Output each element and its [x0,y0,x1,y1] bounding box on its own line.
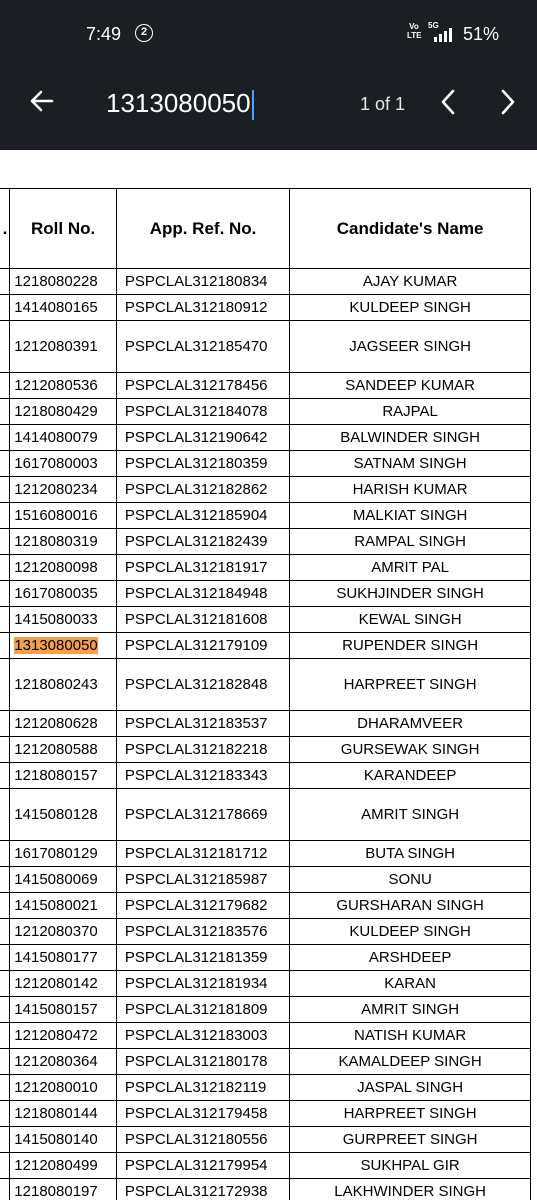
sno-cell [0,555,10,581]
roll-number-cell: 1212080499 [10,1153,117,1179]
app-ref-cell: PSPCLAL312184078 [116,399,289,425]
sno-cell [0,1075,10,1101]
sno-cell [0,529,10,555]
table-row [0,1101,531,1127]
roll-number-cell: 1212080234 [10,477,117,503]
app-ref-cell: PSPCLAL312179458 [116,1101,289,1127]
candidate-name-cell: GURSHARAN SINGH [290,893,531,919]
sno-cell [0,737,10,763]
sno-cell [0,763,10,789]
roll-number-cell: 1617080003 [10,451,117,477]
results-table [0,188,531,1200]
roll-number-cell: 1415080069 [10,867,117,893]
candidate-name-cell: AMRIT PAL [290,555,531,581]
table-row [0,711,531,737]
sno-cell [0,295,10,321]
roll-number-cell: 1212080472 [10,1023,117,1049]
sno-cell [0,997,10,1023]
sno-cell [0,1127,10,1153]
app-ref-cell: PSPCLAL312183003 [116,1023,289,1049]
table-row [0,893,531,919]
table-row [0,321,531,373]
table-row [0,919,531,945]
roll-number-cell: 1414080165 [10,295,117,321]
roll-number-cell: 1617080129 [10,841,117,867]
candidate-name-cell: KARAN [290,971,531,997]
sno-cell [0,711,10,737]
candidate-name-cell: JAGSEER SINGH [290,321,531,373]
app-ref-cell: PSPCLAL312190642 [116,425,289,451]
sno-cell [0,373,10,399]
app-ref-cell: PSPCLAL312172938 [116,1179,289,1200]
roll-number-cell: 1212080588 [10,737,117,763]
candidate-name-cell: KULDEEP SINGH [290,295,531,321]
app-ref-cell: PSPCLAL312185904 [116,503,289,529]
candidate-name-cell: SANDEEP KUMAR [290,373,531,399]
sno-cell [0,399,10,425]
table-row [0,1023,531,1049]
candidate-name-cell: KAMALDEEP SINGH [290,1049,531,1075]
candidate-name-cell: SUKHJINDER SINGH [290,581,531,607]
table-row [0,503,531,529]
app-ref-cell: PSPCLAL312180556 [116,1127,289,1153]
table-row [0,451,531,477]
candidate-name-cell: KARANDEEP [290,763,531,789]
search-match-highlight: 1313080050 [14,636,98,654]
table-row [0,425,531,451]
table-row [0,373,531,399]
candidate-name-cell: SONU [290,867,531,893]
app-ref-cell: PSPCLAL312184948 [116,581,289,607]
sno-cell [0,1153,10,1179]
roll-number-cell: 1218080228 [10,269,117,295]
sno-cell [0,451,10,477]
candidate-name-cell: SATNAM SINGH [290,451,531,477]
candidate-name-cell: GURSEWAK SINGH [290,737,531,763]
app-ref-cell: PSPCLAL312185470 [116,321,289,373]
sno-cell [0,893,10,919]
app-ref-cell: PSPCLAL312180912 [116,295,289,321]
candidate-name-cell: RAMPAL SINGH [290,529,531,555]
sno-cell [0,425,10,451]
candidate-name-cell: RUPENDER SINGH [290,633,531,659]
roll-number-cell: 1617080035 [10,581,117,607]
app-ref-cell: PSPCLAL312183343 [116,763,289,789]
match-count: 1 of 1 [360,94,406,114]
chevron-left-icon[interactable] [437,88,459,116]
table-row [0,1179,531,1200]
table-row [0,633,531,659]
candidate-name-cell: MALKIAT SINGH [290,503,531,529]
app-ref-cell: PSPCLAL312181608 [116,607,289,633]
sno-cell [0,633,10,659]
app-ref-cell: PSPCLAL312183576 [116,919,289,945]
column-header-sno: . [0,189,10,269]
table-row [0,1049,531,1075]
sno-cell [0,607,10,633]
app-ref-cell: PSPCLAL312178456 [116,373,289,399]
app-ref-cell: PSPCLAL312182862 [116,477,289,503]
table-row [0,997,531,1023]
table-row [0,529,531,555]
sno-cell [0,867,10,893]
candidate-name-cell: KEWAL SINGH [290,607,531,633]
app-ref-cell: PSPCLAL312180359 [116,451,289,477]
candidate-name-cell: LAKHWINDER SINGH [290,1179,531,1200]
table-row [0,659,531,711]
app-ref-cell: PSPCLAL312179954 [116,1153,289,1179]
app-ref-cell: PSPCLAL312182439 [116,529,289,555]
sno-cell [0,581,10,607]
roll-number-cell: 1218080157 [10,763,117,789]
app-ref-cell: PSPCLAL312181712 [116,841,289,867]
roll-number-cell: 1218080197 [10,1179,117,1200]
sno-cell [0,919,10,945]
roll-number-cell: 1516080016 [10,503,117,529]
roll-number-cell [10,633,117,659]
candidate-name-cell: HARPREET SINGH [290,659,531,711]
roll-number-cell: 1212080391 [10,321,117,373]
roll-number-cell: 1218080243 [10,659,117,711]
roll-number-cell: 1212080536 [10,373,117,399]
table-row [0,1075,531,1101]
candidate-name-cell: HARPREET SINGH [290,1101,531,1127]
table-body [0,269,531,1200]
roll-number-cell: 1415080157 [10,997,117,1023]
signal-bars-icon [434,28,456,42]
sno-cell [0,477,10,503]
sno-cell [0,321,10,373]
sno-cell [0,659,10,711]
candidate-name-cell: DHARAMVEER [290,711,531,737]
sno-cell [0,1179,10,1200]
sno-cell [0,269,10,295]
app-ref-cell: PSPCLAL312181809 [116,997,289,1023]
roll-number-cell: 1414080079 [10,425,117,451]
candidate-name-cell: ARSHDEEP [290,945,531,971]
find-query-text: 1313080050 [106,88,251,118]
table-row [0,269,531,295]
network-type: 5G [428,21,439,30]
sno-cell [0,789,10,841]
table-row [0,555,531,581]
candidate-name-cell: KULDEEP SINGH [290,919,531,945]
sno-cell [0,945,10,971]
app-ref-cell: PSPCLAL312183537 [116,711,289,737]
app-ref-cell: PSPCLAL312180834 [116,269,289,295]
table-row [0,789,531,841]
status-bar [0,0,537,56]
roll-number-cell: 1212080142 [10,971,117,997]
app-ref-cell: PSPCLAL312182848 [116,659,289,711]
app-ref-cell: PSPCLAL312180178 [116,1049,289,1075]
roll-number-cell: 1415080140 [10,1127,117,1153]
candidate-name-cell: BUTA SINGH [290,841,531,867]
roll-number-cell: 1212080364 [10,1049,117,1075]
candidate-name-cell: NATISH KUMAR [290,1023,531,1049]
app-ref-cell: PSPCLAL312182119 [116,1075,289,1101]
table-header-row [0,189,531,269]
candidate-name-cell: SUKHPAL GIR [290,1153,531,1179]
battery-level: 51% [463,24,500,44]
candidate-name-cell: JASPAL SINGH [290,1075,531,1101]
app-ref-cell: PSPCLAL312181934 [116,971,289,997]
sno-cell [0,1023,10,1049]
app-ref-cell: PSPCLAL312179682 [116,893,289,919]
table-row [0,945,531,971]
chevron-right-icon[interactable] [497,88,519,116]
column-header-roll: Roll No. [10,189,117,269]
app-ref-cell: PSPCLAL312179109 [116,633,289,659]
table-row [0,867,531,893]
table-row [0,1153,531,1179]
sno-cell [0,1049,10,1075]
table-row [0,607,531,633]
app-ref-cell: PSPCLAL312178669 [116,789,289,841]
candidate-name-cell: AJAY KUMAR [290,269,531,295]
candidate-name-cell: AMRIT SINGH [290,789,531,841]
table-row [0,477,531,503]
table-row [0,581,531,607]
roll-number-cell: 1212080098 [10,555,117,581]
document-view[interactable] [0,150,537,1200]
table-row [0,841,531,867]
app-ref-cell: PSPCLAL312181917 [116,555,289,581]
roll-number-cell: 1218080144 [10,1101,117,1127]
roll-number-cell: 1212080628 [10,711,117,737]
table-row [0,295,531,321]
roll-number-cell: 1415080033 [10,607,117,633]
app-ref-cell: PSPCLAL312181359 [116,945,289,971]
candidate-name-cell: HARISH KUMAR [290,477,531,503]
candidate-name-cell: AMRIT SINGH [290,997,531,1023]
status-time: 7:49 [86,24,122,44]
table-row [0,737,531,763]
find-in-page-bar [0,56,537,150]
volte-label: Vo LTE [407,22,422,40]
roll-number-cell: 1218080319 [10,529,117,555]
app-ref-cell: PSPCLAL312182218 [116,737,289,763]
sno-cell [0,503,10,529]
roll-number-cell: 1415080177 [10,945,117,971]
candidate-name-cell: BALWINDER SINGH [290,425,531,451]
table-row [0,1127,531,1153]
sno-cell [0,971,10,997]
column-header-name: Candidate's Name [290,189,531,269]
back-arrow-icon[interactable] [28,87,56,115]
roll-number-cell: 1212080370 [10,919,117,945]
find-input[interactable] [106,86,254,120]
column-header-ref: App. Ref. No. [116,189,289,269]
candidate-name-cell: RAJPAL [290,399,531,425]
text-caret [252,90,254,120]
roll-number-cell: 1415080021 [10,893,117,919]
roll-number-cell: 1415080128 [10,789,117,841]
sno-cell [0,1101,10,1127]
roll-number-cell: 1212080010 [10,1075,117,1101]
roll-number-cell: 1218080429 [10,399,117,425]
candidate-name-cell: GURPREET SINGH [290,1127,531,1153]
app-ref-cell: PSPCLAL312185987 [116,867,289,893]
table-row [0,399,531,425]
sno-cell [0,841,10,867]
table-row [0,971,531,997]
notification-badge: 2 [135,24,153,42]
table-row [0,763,531,789]
